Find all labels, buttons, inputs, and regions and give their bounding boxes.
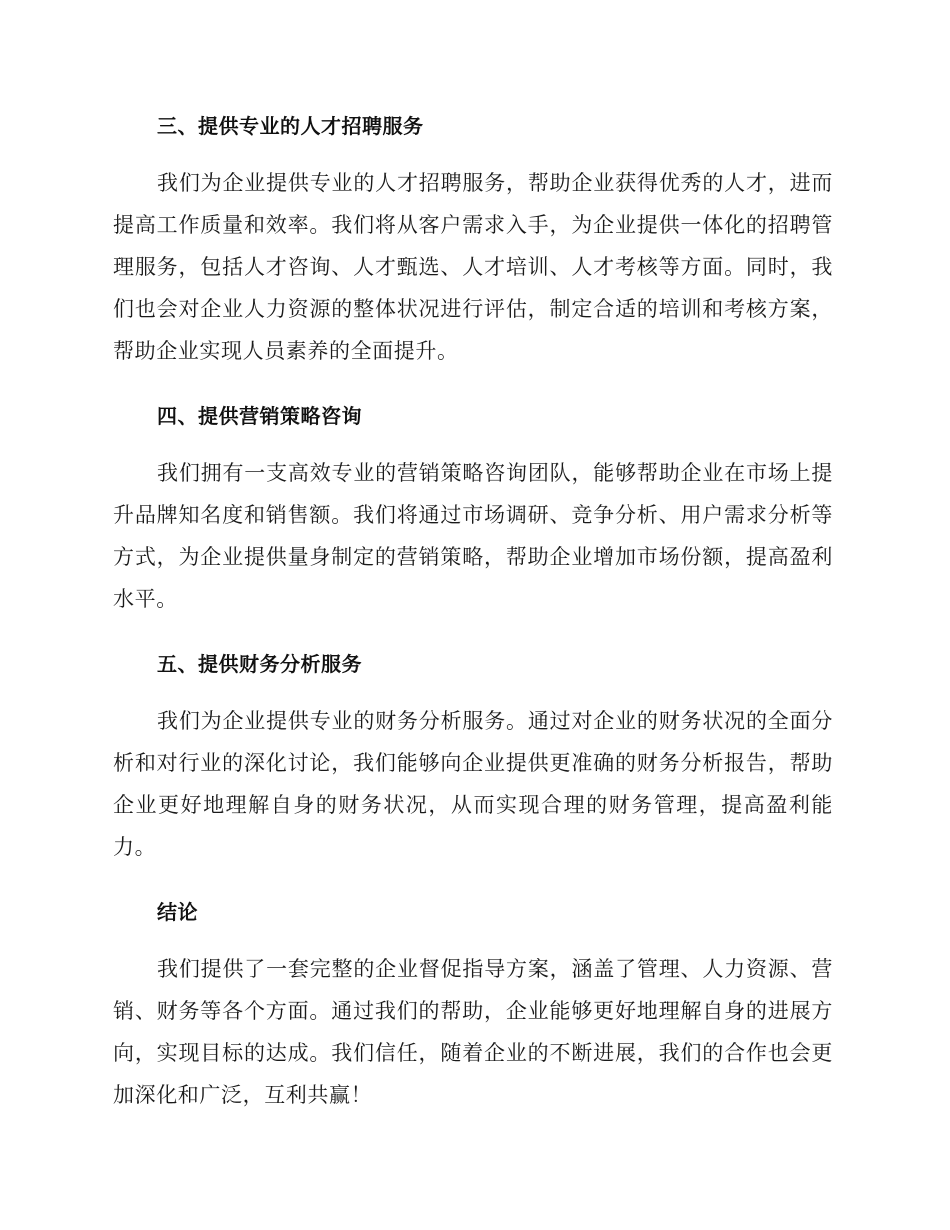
section-recruitment (113, 106, 833, 372)
section-paragraph: 我们为企业提供专业的人才招聘服务，帮助企业获得优秀的人才，进而提高工作质量和效率。我们将从客户需求入手，为企业提供一体化的招聘管理服务，包括人才咨询、人才甄选、人才培训、人才考核等方面。同时，我们也会对企业人力资源的整体状况进行评估，制定合适的培训和考核方案，帮助企业实现人员素养的全面提升。 (113, 171, 833, 363)
section-marketing (113, 396, 833, 620)
section-heading: 三、提供专业的人才招聘服务 (157, 114, 424, 138)
section-conclusion (113, 892, 833, 1116)
section-finance (113, 644, 833, 868)
section-paragraph: 我们提供了一套完整的企业督促指导方案，涵盖了管理、人力资源、营销、财务等各个方面。通过我们的帮助，企业能够更好地理解自身的进展方向，实现目标的达成。我们信任，随着企业的不断进展，我们的合作也会更加深化和广泛，互利共赢！ (113, 957, 833, 1107)
document-content (113, 106, 833, 1140)
section-paragraph: 我们为企业提供专业的财务分析服务。通过对企业的财务状况的全面分析和对行业的深化讨论，我们能够向企业提供更准确的财务分析报告，帮助企业更好地理解自身的财务状况，从而实现合理的财务管理，提高盈利能力。 (113, 709, 833, 859)
section-paragraph: 我们拥有一支高效专业的营销策略咨询团队，能够帮助企业在市场上提升品牌知名度和销售额。我们将通过市场调研、竞争分析、用户需求分析等方式，为企业提供量身制定的营销策略，帮助企业增加市场份额，提高盈利水平。 (113, 461, 833, 611)
section-heading: 四、提供营销策略咨询 (157, 404, 362, 428)
section-heading: 五、提供财务分析服务 (157, 652, 362, 676)
section-heading: 结论 (157, 900, 198, 924)
